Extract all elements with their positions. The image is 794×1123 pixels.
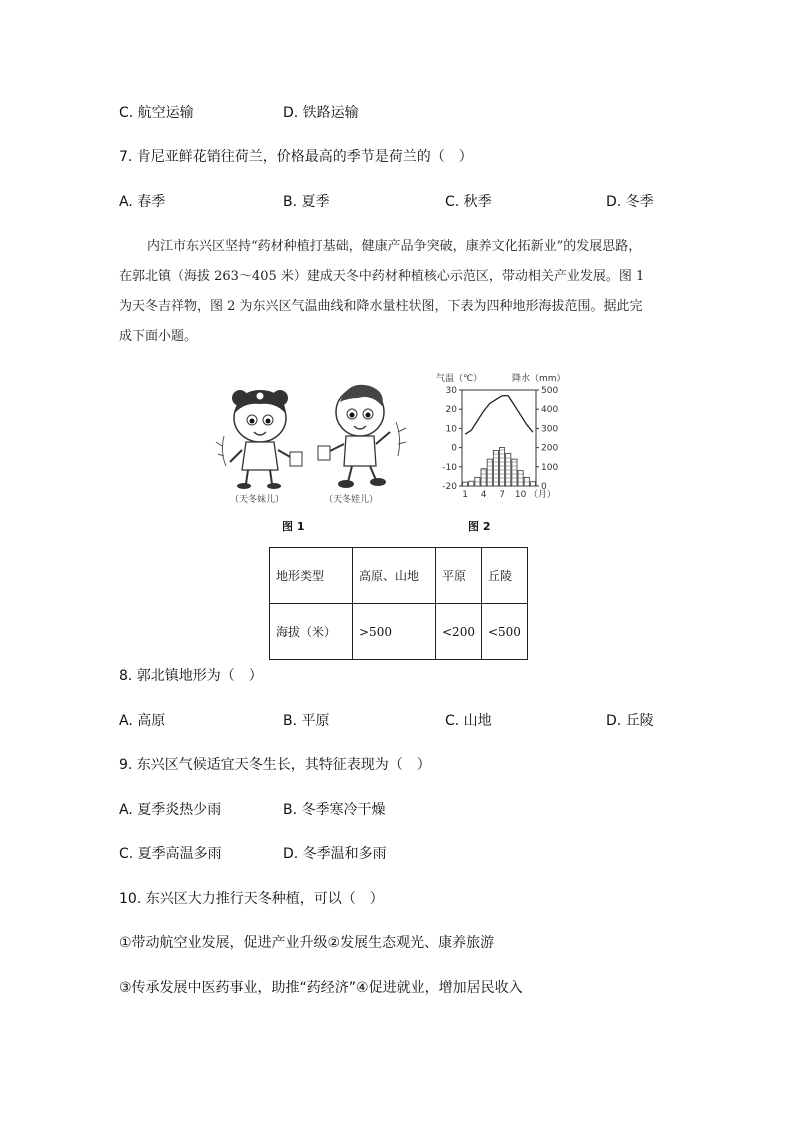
precipitation-bar xyxy=(506,453,511,486)
mascot-girl-label: （天冬妹儿） xyxy=(230,495,285,505)
temperature-line xyxy=(465,396,533,434)
figure-1-mascots xyxy=(212,366,412,508)
passage-line-1: 内江市东兴区坚持“药材种植打基础，健康产品争突破，康养文化拓新业”的发展思路， xyxy=(147,239,642,254)
table-header-cell: 丘陵 xyxy=(481,548,527,604)
q8-option-a: A. 高原 xyxy=(119,713,166,729)
temp-axis-label: 气温（℃） xyxy=(436,374,483,384)
month-axis-label: （月） xyxy=(528,490,556,500)
q7-option-b: B. 夏季 xyxy=(283,194,330,210)
precipitation-bar xyxy=(518,471,523,486)
right-tick-label: 100 xyxy=(541,462,559,473)
table-cell: >500 xyxy=(353,604,436,660)
q6-option-c: C. 航空运输 xyxy=(119,105,194,121)
left-tick-label: 10 xyxy=(445,424,457,435)
temperature-curve xyxy=(465,396,533,434)
left-tick-label: -10 xyxy=(442,462,457,473)
q10-statements-line-1: ①带动航空业发展，促进产业升级②发展生态观光、康养旅游 xyxy=(119,935,495,951)
right-tick-label: 0 xyxy=(541,482,547,492)
precipitation-bar xyxy=(493,450,498,486)
left-tick-label: 30 xyxy=(445,386,457,396)
reading-passage xyxy=(119,232,679,352)
q8-stem: 8. 郭北镇地形为（ ） xyxy=(119,668,263,684)
left-tick-label: -20 xyxy=(442,482,457,492)
q7-option-d: D. 冬季 xyxy=(606,194,654,210)
q9-option-d: D. 冬季温和多雨 xyxy=(283,846,387,862)
precipitation-bars xyxy=(463,448,536,486)
q7-stem: 7. 肯尼亚鲜花销往荷兰，价格最高的季节是荷兰的（ ） xyxy=(119,149,473,165)
passage-line-4: 成下面小题。 xyxy=(119,329,198,344)
precipitation-bar xyxy=(500,448,505,486)
table-row-label: 海拔（米） xyxy=(270,604,353,660)
q9-option-a: A. 夏季炎热少雨 xyxy=(119,802,222,818)
q9-option-c: C. 夏季高温多雨 xyxy=(119,846,222,862)
table-cell: <200 xyxy=(436,604,482,660)
left-tick-label: 0 xyxy=(451,443,457,454)
chart-frame xyxy=(462,390,536,486)
q8-option-d: D. 丘陵 xyxy=(606,713,654,729)
passage-line-2: 在郭北镇（海拔 263～405 米）建成天冬中药材种植核心示范区，带动相关产业发展。图 1 xyxy=(119,269,645,284)
right-tick-label: 400 xyxy=(541,405,559,416)
q6-option-d: D. 铁路运输 xyxy=(283,105,359,121)
month-tick-label: 1 xyxy=(462,490,468,500)
month-tick-label: 7 xyxy=(499,490,505,500)
figure-1-caption: 图 1 xyxy=(282,520,305,533)
q10-stem: 10. 东兴区大力推行天冬种植，可以（ ） xyxy=(119,891,384,907)
table-header-cell: 平原 xyxy=(436,548,482,604)
mascot-boy-illustration xyxy=(318,385,406,488)
right-tick-label: 500 xyxy=(541,386,559,396)
table-row xyxy=(270,604,528,660)
table-header-cell: 地形类型 xyxy=(270,548,353,604)
mascot-girl-illustration xyxy=(216,390,302,489)
q7-option-a: A. 春季 xyxy=(119,194,166,210)
right-tick-label: 200 xyxy=(541,443,559,454)
q8-option-b: B. 平原 xyxy=(283,713,330,729)
q7-option-c: C. 秋季 xyxy=(445,194,492,210)
q8-option-c: C. 山地 xyxy=(445,713,492,729)
precipitation-bar xyxy=(530,482,535,486)
figure-2-climate-chart xyxy=(432,368,582,510)
q10-statements-line-2: ③传承发展中医药事业，助推“药经济”④促进就业，增加居民收入 xyxy=(119,980,523,996)
terrain-elevation-table xyxy=(269,547,528,660)
mascot-boy-label: （天冬娃儿） xyxy=(324,495,379,505)
table-header-cell: 高原、山地 xyxy=(353,548,436,604)
figure-2-caption: 图 2 xyxy=(468,520,491,533)
q9-stem: 9. 东兴区气候适宜天冬生长，其特征表现为（ ） xyxy=(119,757,431,773)
table-header-row xyxy=(270,548,528,604)
precipitation-bar xyxy=(475,477,480,486)
precipitation-bar xyxy=(524,477,529,486)
table-cell: <500 xyxy=(481,604,527,660)
precip-axis-label: 降水（mm） xyxy=(512,374,566,384)
month-tick-label: 10 xyxy=(514,490,527,500)
precipitation-bar xyxy=(481,469,486,486)
q9-option-b: B. 冬季寒冷干燥 xyxy=(283,802,386,818)
precipitation-bar xyxy=(463,482,468,486)
right-tick-label: 300 xyxy=(541,424,559,435)
left-tick-label: 20 xyxy=(445,405,457,416)
precipitation-bar xyxy=(469,481,474,486)
month-tick-label: 4 xyxy=(480,490,487,500)
passage-line-3: 为天冬吉祥物，图 2 为东兴区气温曲线和降水量柱状图，下表为四种地形海拔范围。据此完 xyxy=(119,299,643,314)
